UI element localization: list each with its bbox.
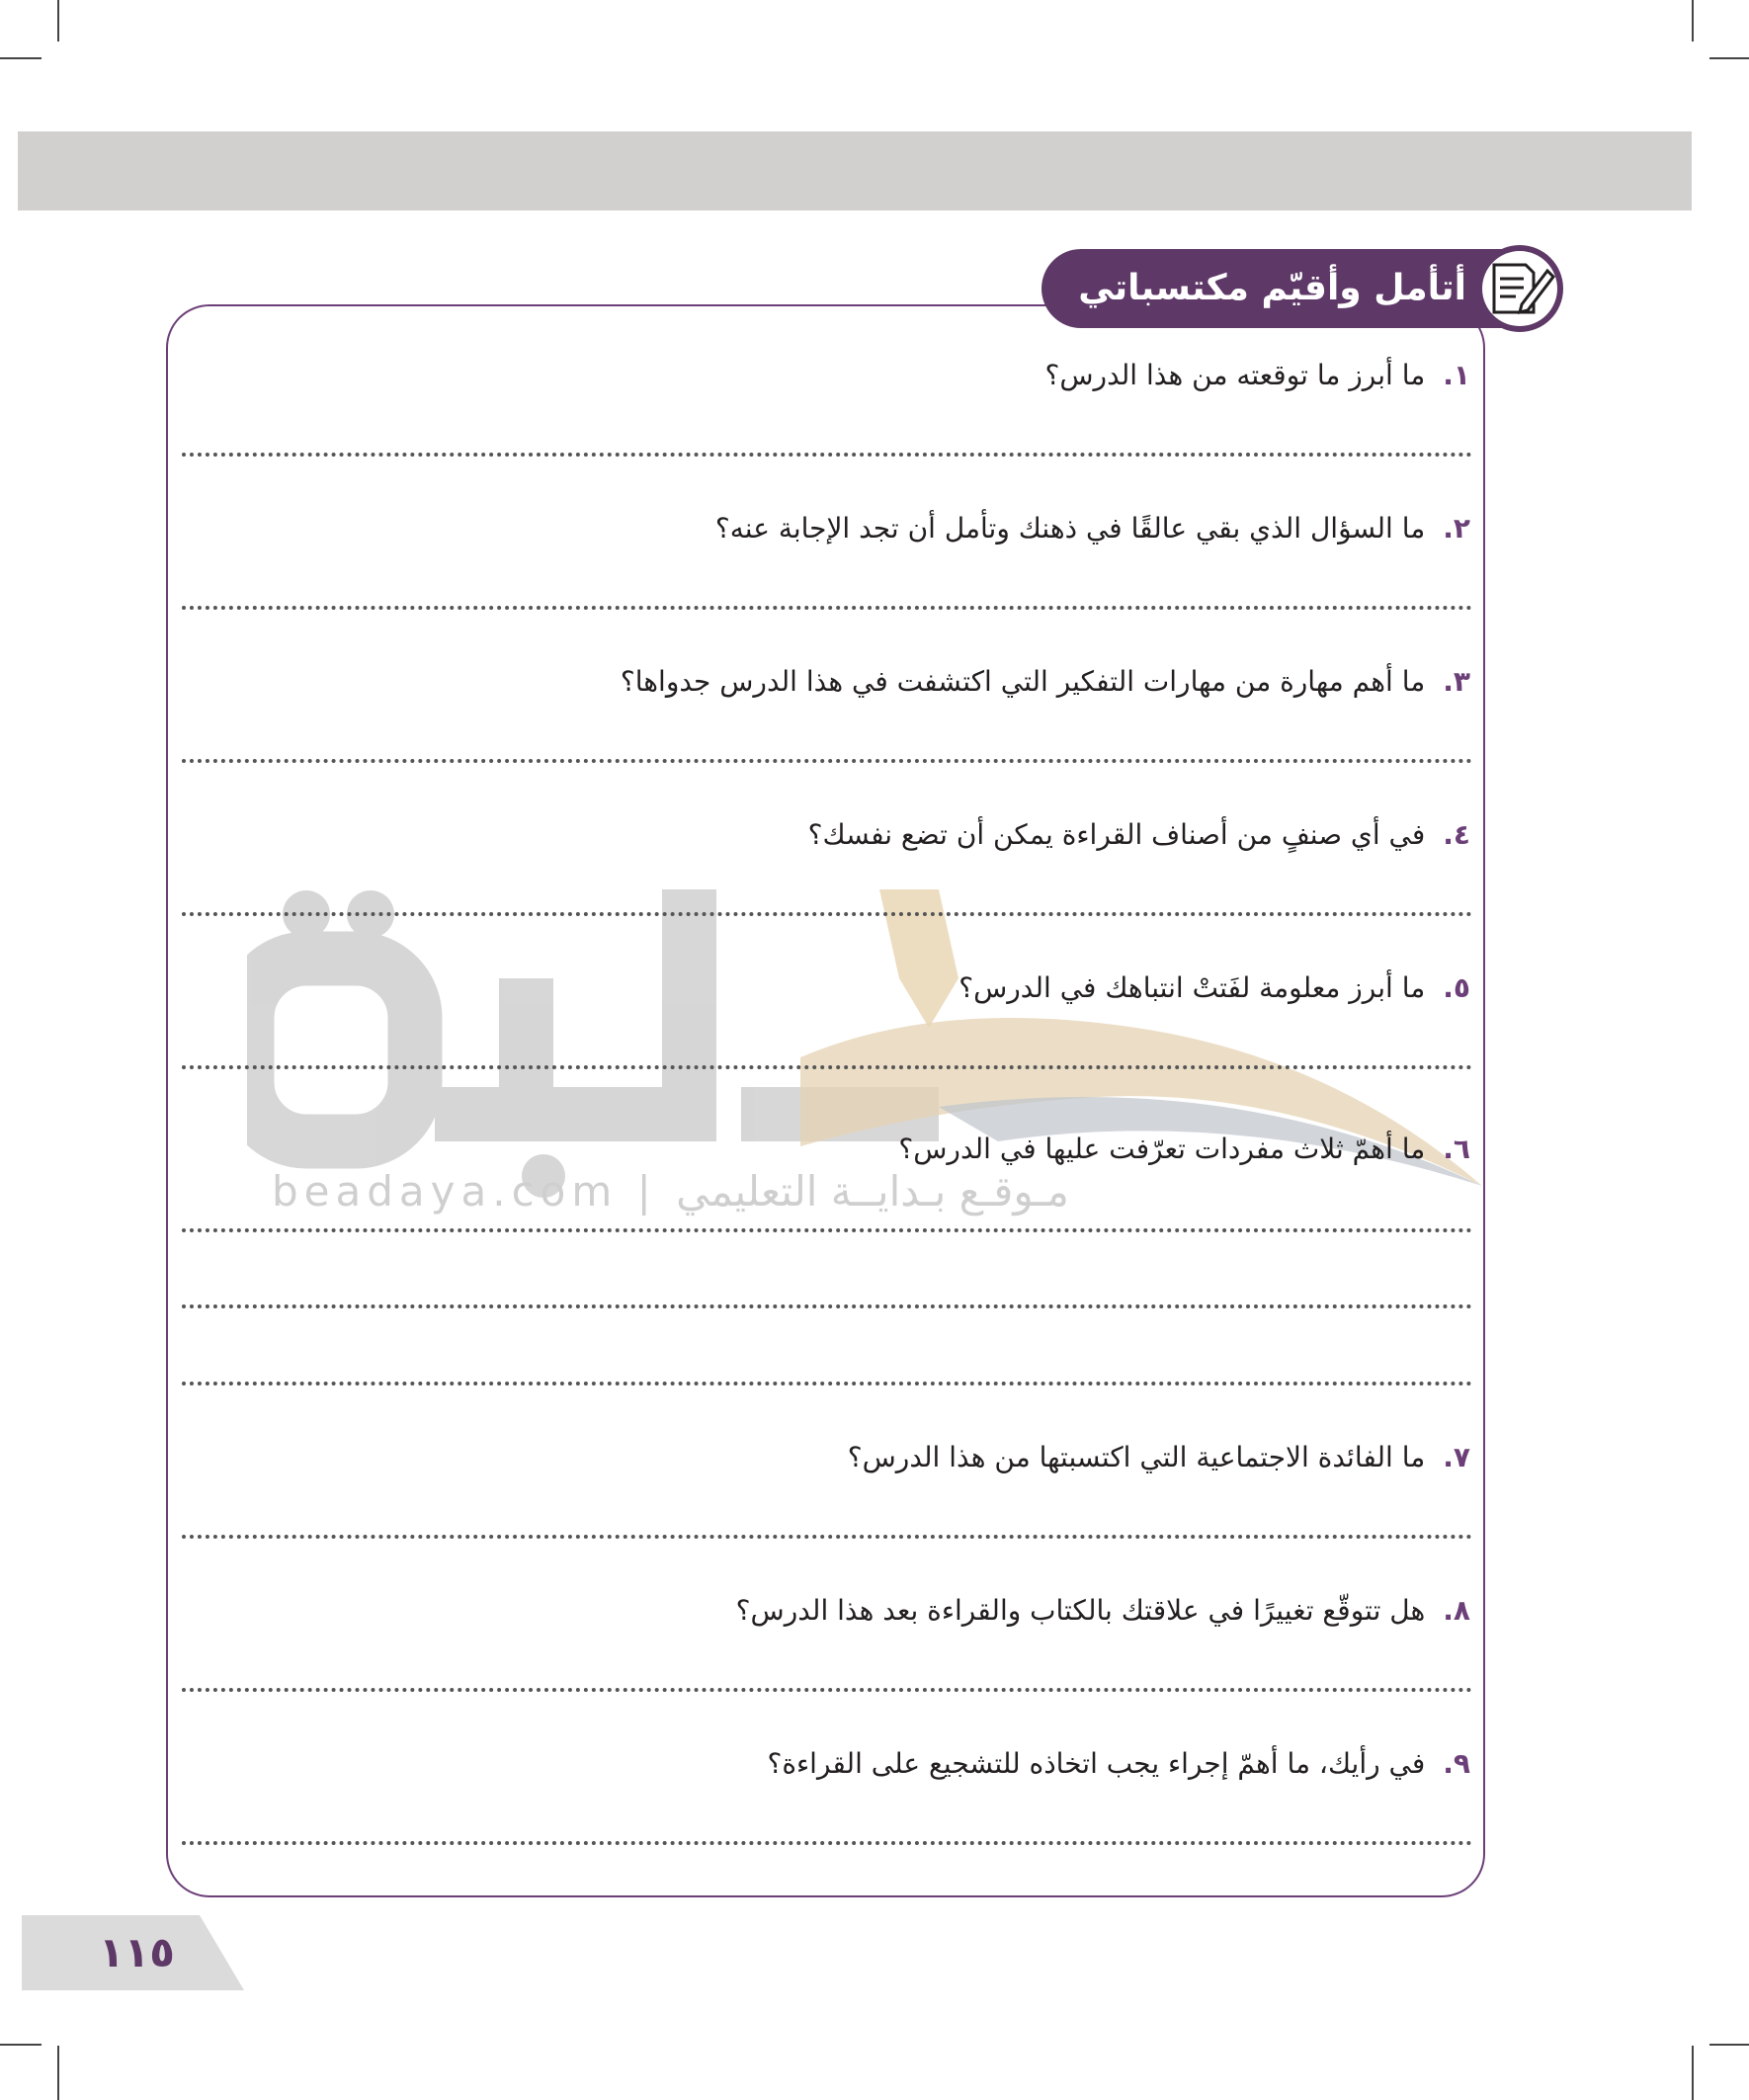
watermark-text: beadaya.com | مـوقـع بـدايــة التعليمي bbox=[272, 1167, 1069, 1216]
question-1: ١.ما أبرز ما توقعته من هذا الدرس؟ bbox=[1044, 359, 1470, 391]
section-title: أتأمل وأقيّم مكتسباتي bbox=[1041, 249, 1506, 328]
crop-mark bbox=[0, 57, 42, 59]
question-4: ٤.في أي صنفٍ من أصناف القراءة يمكن أن تضع نفسك؟ bbox=[807, 818, 1470, 851]
crop-mark bbox=[1709, 2044, 1749, 2046]
question-8: ٨.هل تتوقّع تغييرًا في علاقتك بالكتاب والقراءة بعد هذا الدرس؟ bbox=[735, 1594, 1470, 1627]
answer-line[interactable] bbox=[182, 1688, 1472, 1692]
page-number: ١١٥ bbox=[99, 1928, 175, 1976]
crop-mark bbox=[1709, 57, 1749, 59]
answer-line[interactable] bbox=[182, 759, 1472, 763]
crop-mark bbox=[1692, 2046, 1694, 2100]
question-6: ٦.ما أهمّ ثلاث مفردات تعرّفت عليها في الدرس؟ bbox=[898, 1133, 1470, 1165]
answer-line[interactable] bbox=[182, 606, 1472, 610]
answer-line[interactable] bbox=[182, 1304, 1472, 1308]
crop-mark bbox=[57, 2046, 59, 2100]
answer-line[interactable] bbox=[182, 1841, 1472, 1845]
crop-mark bbox=[1692, 0, 1694, 42]
question-9: ٩.في رأيك، ما أهمّ إجراء يجب اتخاذه للتشجيع على القراءة؟ bbox=[767, 1747, 1470, 1780]
crop-mark bbox=[57, 0, 59, 42]
answer-line[interactable] bbox=[182, 1065, 1472, 1069]
answer-line[interactable] bbox=[182, 1382, 1472, 1386]
answer-line[interactable] bbox=[182, 453, 1472, 457]
answer-line[interactable] bbox=[182, 912, 1472, 916]
answer-line[interactable] bbox=[182, 1535, 1472, 1539]
question-2: ٢.ما السؤال الذي بقي عالقًا في ذهنك وتأمل أن تجد الإجابة عنه؟ bbox=[714, 512, 1470, 545]
edit-note-icon bbox=[1486, 259, 1555, 318]
answer-line[interactable] bbox=[182, 1228, 1472, 1232]
header-band bbox=[18, 131, 1692, 210]
question-7: ٧.ما الفائدة الاجتماعية التي اكتسبتها من هذا الدرس؟ bbox=[847, 1441, 1470, 1473]
question-5: ٥.ما أبرز معلومة لفَتتْ انتباهك في الدرس؟ bbox=[958, 971, 1470, 1004]
crop-mark bbox=[0, 2044, 42, 2046]
question-3: ٣.ما أهم مهارة من مهارات التفكير التي اكتشفت في هذا الدرس جدواها؟ bbox=[620, 665, 1470, 698]
